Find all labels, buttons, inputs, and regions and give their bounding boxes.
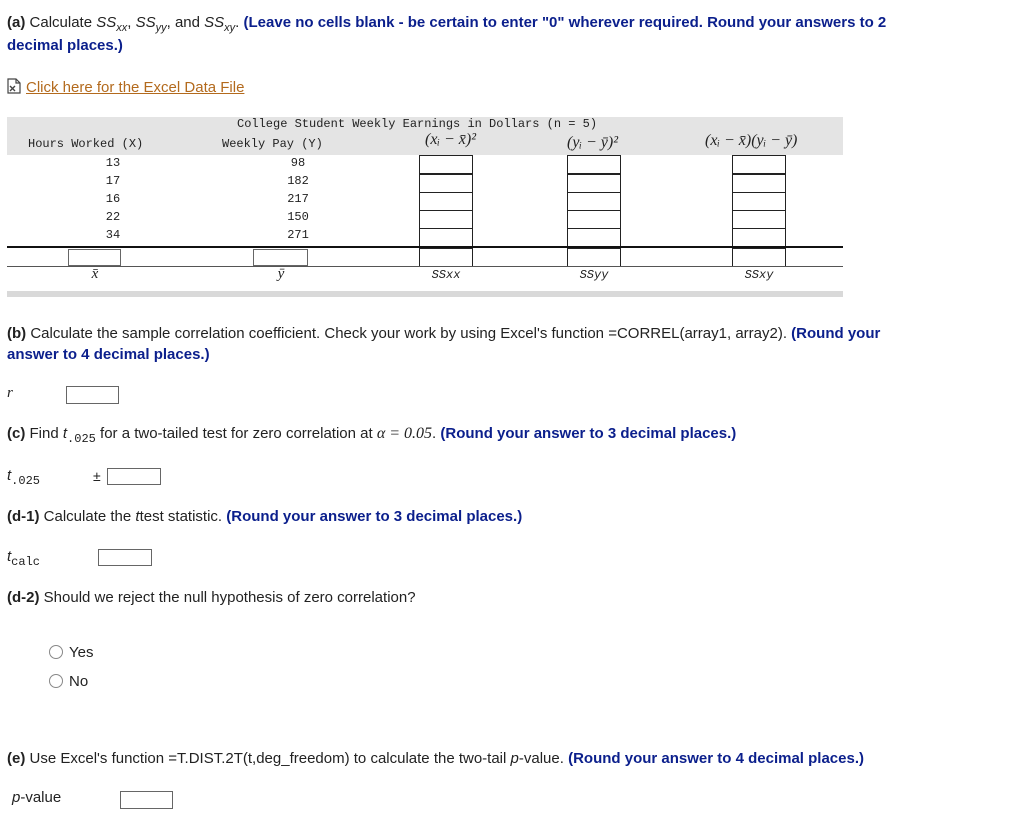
table-row-y: 150	[287, 210, 309, 224]
part-e-heading: (e) Use Excel's function =T.DIST.2T(t,deg_freedom) to calculate the two-tail p-value. (Round your answer to 4 decimal places.)	[7, 750, 864, 767]
pvalue-label: p-value	[12, 789, 62, 806]
part-d1-heading: (d-1) Calculate the ttest statistic. (Round your answer to 3 decimal places.)	[7, 508, 523, 525]
dy-input-4[interactable]	[567, 210, 621, 229]
dxdy-input-4[interactable]	[732, 210, 786, 229]
part-a-instruction-cont: decimal places.)	[7, 37, 123, 54]
excel-file-icon	[7, 78, 21, 94]
footer-ssxy-label: SSxy	[744, 268, 774, 282]
footer-divider	[7, 266, 843, 267]
excel-data-link[interactable]: Click here for the Excel Data File	[7, 78, 244, 96]
table-caption: College Student Weekly Earnings in Dollars (n = 5)	[237, 117, 598, 131]
dx-input-2[interactable]	[419, 174, 473, 193]
r-label: r	[7, 385, 13, 401]
xbar-input[interactable]	[68, 249, 121, 266]
table-row-y: 271	[287, 228, 309, 242]
table-row-y: 217	[287, 192, 309, 206]
t025-label: $t_{.025}$	[7, 467, 40, 488]
plus-minus-sign: ±	[93, 468, 101, 484]
dxdy-input-2[interactable]	[732, 174, 786, 193]
table-row-x: 13	[105, 156, 121, 170]
part-c-heading: (c) Find $t_{.025}$ for a two-tailed test for zero correlation at α = 0.05. (Round your answer to 3 decimal places.)	[7, 425, 737, 446]
part-d2-heading: (d-2) Should we reject the null hypothesis of zero correlation?	[7, 589, 416, 606]
dxdy-input-3[interactable]	[732, 192, 786, 211]
option-no-label: No	[69, 673, 89, 690]
dxdy-input-5[interactable]	[732, 228, 786, 247]
table-row-y: 98	[290, 156, 306, 170]
table-row-x: 16	[105, 192, 121, 206]
footer-ybar-label: ȳ	[277, 266, 285, 282]
col-header-y: Weekly Pay (Y)	[222, 137, 323, 151]
ybar-input[interactable]	[253, 249, 308, 266]
tcalc-label: $t_{calc}$	[7, 548, 40, 569]
col-header-dx: (xᵢ − x̄)²	[425, 131, 476, 148]
part-b-instruction-cont: answer to 4 decimal places.)	[7, 346, 210, 363]
dxdy-input-1[interactable]	[732, 155, 786, 174]
dx-input-5[interactable]	[419, 228, 473, 247]
col-header-dxdy: (xᵢ − x̄)(yᵢ − ȳ)	[705, 132, 798, 149]
ssyy-input[interactable]	[567, 248, 621, 267]
table-row-y: 182	[287, 174, 309, 188]
col-header-dy: (yᵢ − ȳ)²	[567, 134, 618, 151]
table-row-x: 22	[105, 210, 121, 224]
dy-input-5[interactable]	[567, 228, 621, 247]
dy-input-3[interactable]	[567, 192, 621, 211]
table-bottom-bar	[7, 291, 843, 297]
dx-input-1[interactable]	[419, 155, 473, 174]
dy-input-1[interactable]	[567, 155, 621, 174]
radio-yes[interactable]	[49, 645, 63, 659]
part-a-heading: (a) Calculate $SS_{xx}$, $SS_{yy}$, and $SS_{xy}$. (Leave no cells blank - be certain to enter "0" wherever required. Round your answers to 2	[7, 14, 887, 34]
table-row-x: 34	[105, 228, 121, 242]
t025-input[interactable]	[107, 468, 161, 485]
option-yes-label: Yes	[69, 644, 94, 661]
r-input[interactable]	[66, 386, 119, 404]
ssxy-input[interactable]	[732, 248, 786, 267]
dx-input-4[interactable]	[419, 210, 473, 229]
col-header-x: Hours Worked (X)	[28, 137, 144, 151]
part-b-heading: (b) Calculate the sample correlation coefficient. Check your work by using Excel's function =CORREL(array1, array2). (Round your	[7, 325, 881, 342]
footer-xbar-label: x̄	[91, 266, 99, 282]
dy-input-2[interactable]	[567, 174, 621, 193]
footer-ssyy-label: SSyy	[579, 268, 609, 282]
dx-input-3[interactable]	[419, 192, 473, 211]
footer-ssxx-label: SSxx	[431, 268, 461, 282]
pvalue-input[interactable]	[120, 791, 173, 809]
totals-divider	[7, 246, 843, 248]
tcalc-input[interactable]	[98, 549, 152, 566]
ssxx-input[interactable]	[419, 248, 473, 267]
radio-no[interactable]	[49, 674, 63, 688]
table-row-x: 17	[105, 174, 121, 188]
